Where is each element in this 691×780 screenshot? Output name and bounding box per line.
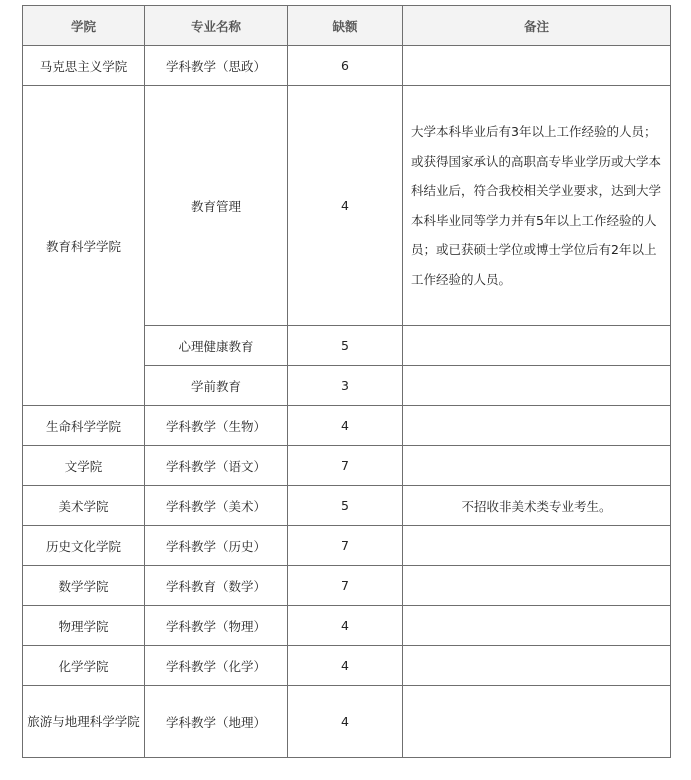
table-row xyxy=(23,526,671,566)
count-cell: 6 xyxy=(288,46,403,86)
table-row xyxy=(23,86,671,326)
count-cell: 4 xyxy=(288,606,403,646)
note-cell xyxy=(403,686,671,758)
count-cell: 7 xyxy=(288,526,403,566)
count-cell: 4 xyxy=(288,86,403,326)
header-note: 备注 xyxy=(403,6,671,46)
note-cell xyxy=(403,646,671,686)
college-cell: 数学学院 xyxy=(23,566,145,606)
vacancy-table xyxy=(22,5,671,758)
college-cell: 教育科学学院 xyxy=(23,86,145,406)
college-cell: 生命科学学院 xyxy=(23,406,145,446)
major-cell: 学科教学（化学） xyxy=(145,646,288,686)
major-cell: 学科教学（美术） xyxy=(145,486,288,526)
college-cell: 旅游与地理科学学院 xyxy=(23,686,145,758)
table-row xyxy=(23,686,671,758)
note-cell xyxy=(403,46,671,86)
note-cell xyxy=(403,606,671,646)
college-cell: 文学院 xyxy=(23,446,145,486)
major-cell: 学科教学（生物） xyxy=(145,406,288,446)
count-cell: 5 xyxy=(288,486,403,526)
major-cell: 学科教学（物理） xyxy=(145,606,288,646)
major-cell: 学科教学（思政） xyxy=(145,46,288,86)
header-college: 学院 xyxy=(23,6,145,46)
note-cell xyxy=(403,566,671,606)
major-cell: 学科教育（数学） xyxy=(145,566,288,606)
note-cell xyxy=(403,326,671,366)
count-cell: 7 xyxy=(288,446,403,486)
college-cell: 历史文化学院 xyxy=(23,526,145,566)
college-cell: 美术学院 xyxy=(23,486,145,526)
major-cell: 学前教育 xyxy=(145,366,288,406)
table-row xyxy=(23,446,671,486)
count-cell: 5 xyxy=(288,326,403,366)
note-cell: 不招收非美术类专业考生。 xyxy=(403,486,671,526)
table-row xyxy=(23,406,671,446)
table-header-row xyxy=(23,6,671,46)
college-cell: 物理学院 xyxy=(23,606,145,646)
count-cell: 3 xyxy=(288,366,403,406)
table-row xyxy=(23,486,671,526)
major-cell: 教育管理 xyxy=(145,86,288,326)
note-cell xyxy=(403,446,671,486)
header-count: 缺额 xyxy=(288,6,403,46)
major-cell: 学科教学（历史） xyxy=(145,526,288,566)
table-row xyxy=(23,606,671,646)
major-cell: 心理健康教育 xyxy=(145,326,288,366)
major-cell: 学科教学（地理） xyxy=(145,686,288,758)
table-row xyxy=(23,566,671,606)
count-cell: 7 xyxy=(288,566,403,606)
count-cell: 4 xyxy=(288,646,403,686)
college-cell: 马克思主义学院 xyxy=(23,46,145,86)
college-cell: 化学学院 xyxy=(23,646,145,686)
note-cell: 大学本科毕业后有3年以上工作经验的人员；或获得国家承认的高职高专毕业学历或大学本科结业后，符合我校相关学业要求，达到大学本科毕业同等学力并有5年以上工作经验的人员；或已获硕士学位或博士学位后有2年以上工作经验的人员。 xyxy=(403,86,671,326)
table-row xyxy=(23,646,671,686)
major-cell: 学科教学（语文） xyxy=(145,446,288,486)
header-major: 专业名称 xyxy=(145,6,288,46)
count-cell: 4 xyxy=(288,406,403,446)
note-cell xyxy=(403,366,671,406)
table-row xyxy=(23,46,671,86)
count-cell: 4 xyxy=(288,686,403,758)
note-cell xyxy=(403,406,671,446)
note-cell xyxy=(403,526,671,566)
